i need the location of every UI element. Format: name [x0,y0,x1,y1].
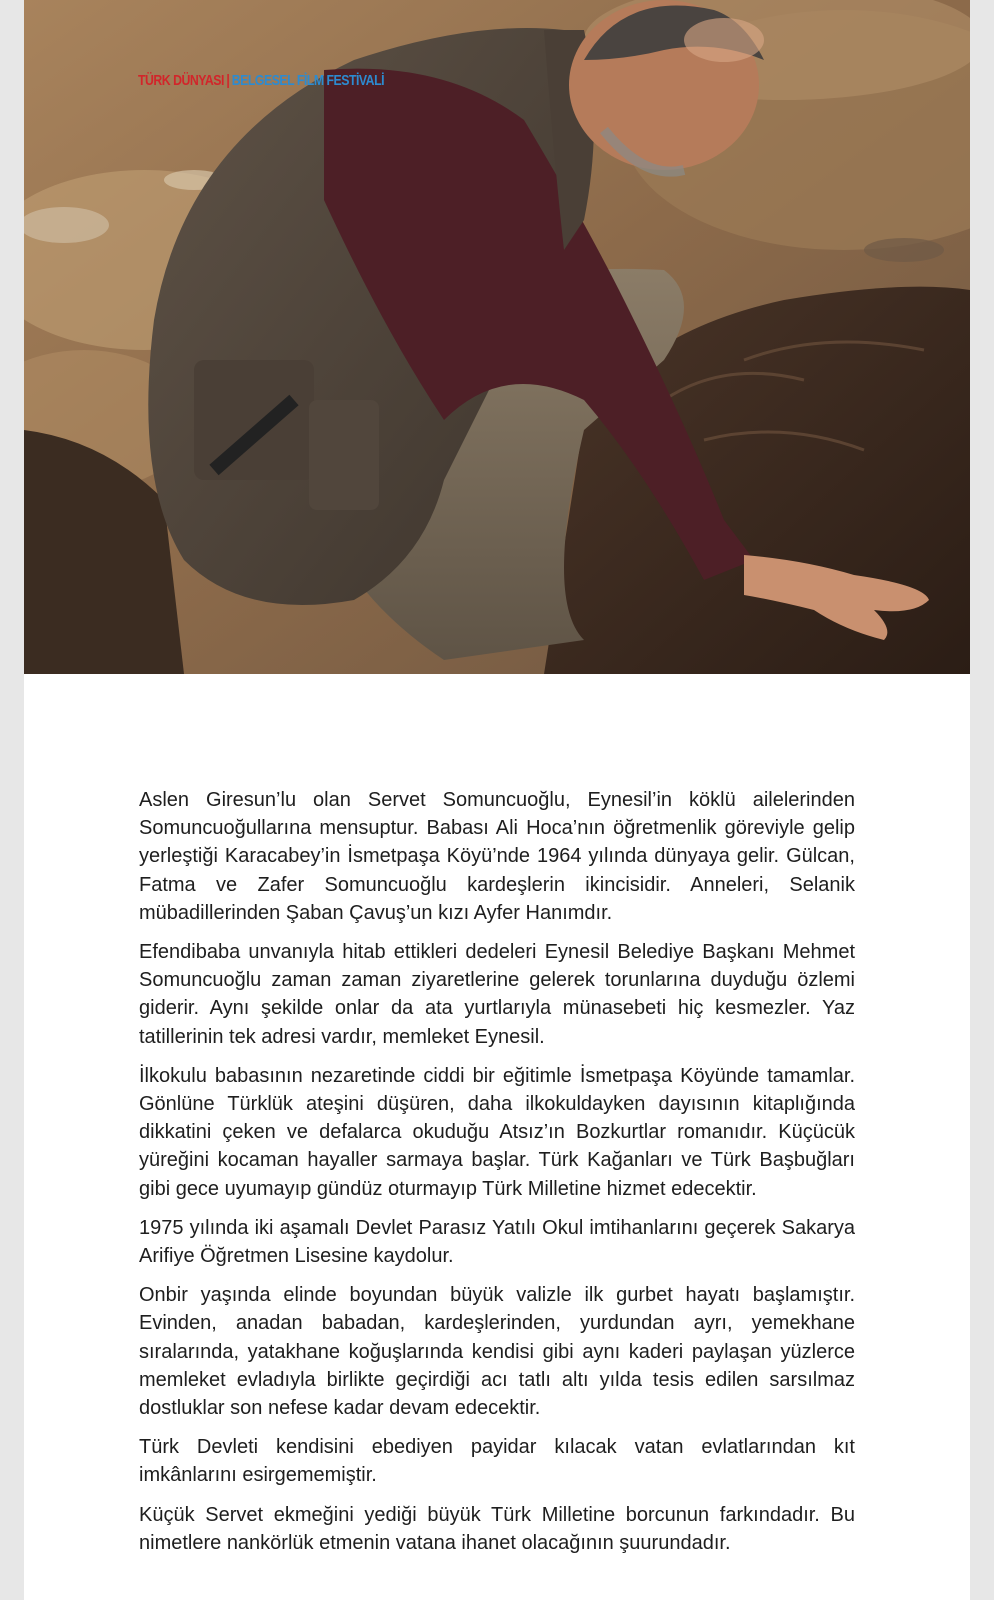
paragraph-2: Efendibaba unvanıyla hitab ettikleri dedeleri Eynesil Belediye Başkanı Mehmet Somuncuoğlu zaman zaman ziyaretlerine gelerek torunlarına duyduğu özlemi giderir. Aynı şekilde onlar da ata yurtlarıyla münasebeti hiç kesmezler. Yaz tatillerinin tek adresi vardır, memleket Eynesil. [139,941,855,1048]
festival-brand [138,72,384,89]
paragraph-1: Aslen Giresun’lu olan Servet Somuncuoğlu, Eynesil’in köklü ailelerinden Somuncuoğullarına mensuptur. Babası Ali Hoca’nın öğretmenlik göreviyle gelip yerleştiği Karacabey’in İsmetpaşa Köyü’nde 1964 yılında dünyaya gelir. Gülcan, Fatma ve Zafer Somuncuoğlu kardeşlerin ikincisidir. Anneleri, Selanik mübadillerinden Şaban Çavuş’un kızı Ayfer Hanımdır. [139,789,855,924]
brand-part2: BELGESEL FİLM FESTİVALİ [231,72,385,89]
brand-part1: TÜRK DÜNYASI [138,72,224,89]
paragraph-7: Küçük Servet ekmeğini yediği büyük Türk Milletine borcunun farkındadır. Bu nimetlere nankörlük etmenin vatana ihanet olacağının şuurundadır. [139,1503,855,1554]
paragraph-6: Türk Devleti kendisini ebediyen payidar kılacak vatan evlatlarından kıt imkânlarını esirgememiştir. [139,1436,855,1487]
photo-man-touching-rock-carving-icon [24,0,970,674]
brand-separator: | [226,72,230,89]
paragraph-4: 1975 yılında iki aşamalı Devlet Parasız Yatılı Okul imtihanlarını geçerek Sakarya Arifiye Öğretmen Lisesine kaydolur. [139,1216,855,1268]
cover-photo [24,0,970,674]
article-body [139,786,855,1568]
document-page [24,0,970,1600]
paragraph-3: İlkokulu babasının nezaretinde ciddi bir eğitimle İsmetpaşa Köyünde tamamlar. Gönlüne Türklük ateşini düşüren, daha ilkokuldayken dayısının kitaplığında dikkatini çeken ve defalarca okuduğu Atsız’ın Bozkurtlar romanıdır. Küçücük yüreğini kocaman hayaller sarmaya başlar. Türk Kağanları ve Türk Başbuğları gibi gece uyumayıp gündüz oturmayıp Türk Milletine hizmet edecektir. [139,1064,855,1200]
paragraph-5: Onbir yaşında elinde boyundan büyük valizle ilk gurbet hayatı başlamıştır. Evinden, anadan babadan, kardeşlerinden, yurdundan ayrı, yemekhane sıralarında, yatakhane koğuşlarında kendisi gibi aynı kaderi paylaşan yüzlerce memleket evladıyla birlikte geçirdiği acı tatlı altı yılda tesis edilen sarsılmaz dostluklar son nefese kadar devam edecektir. [139,1284,855,1420]
